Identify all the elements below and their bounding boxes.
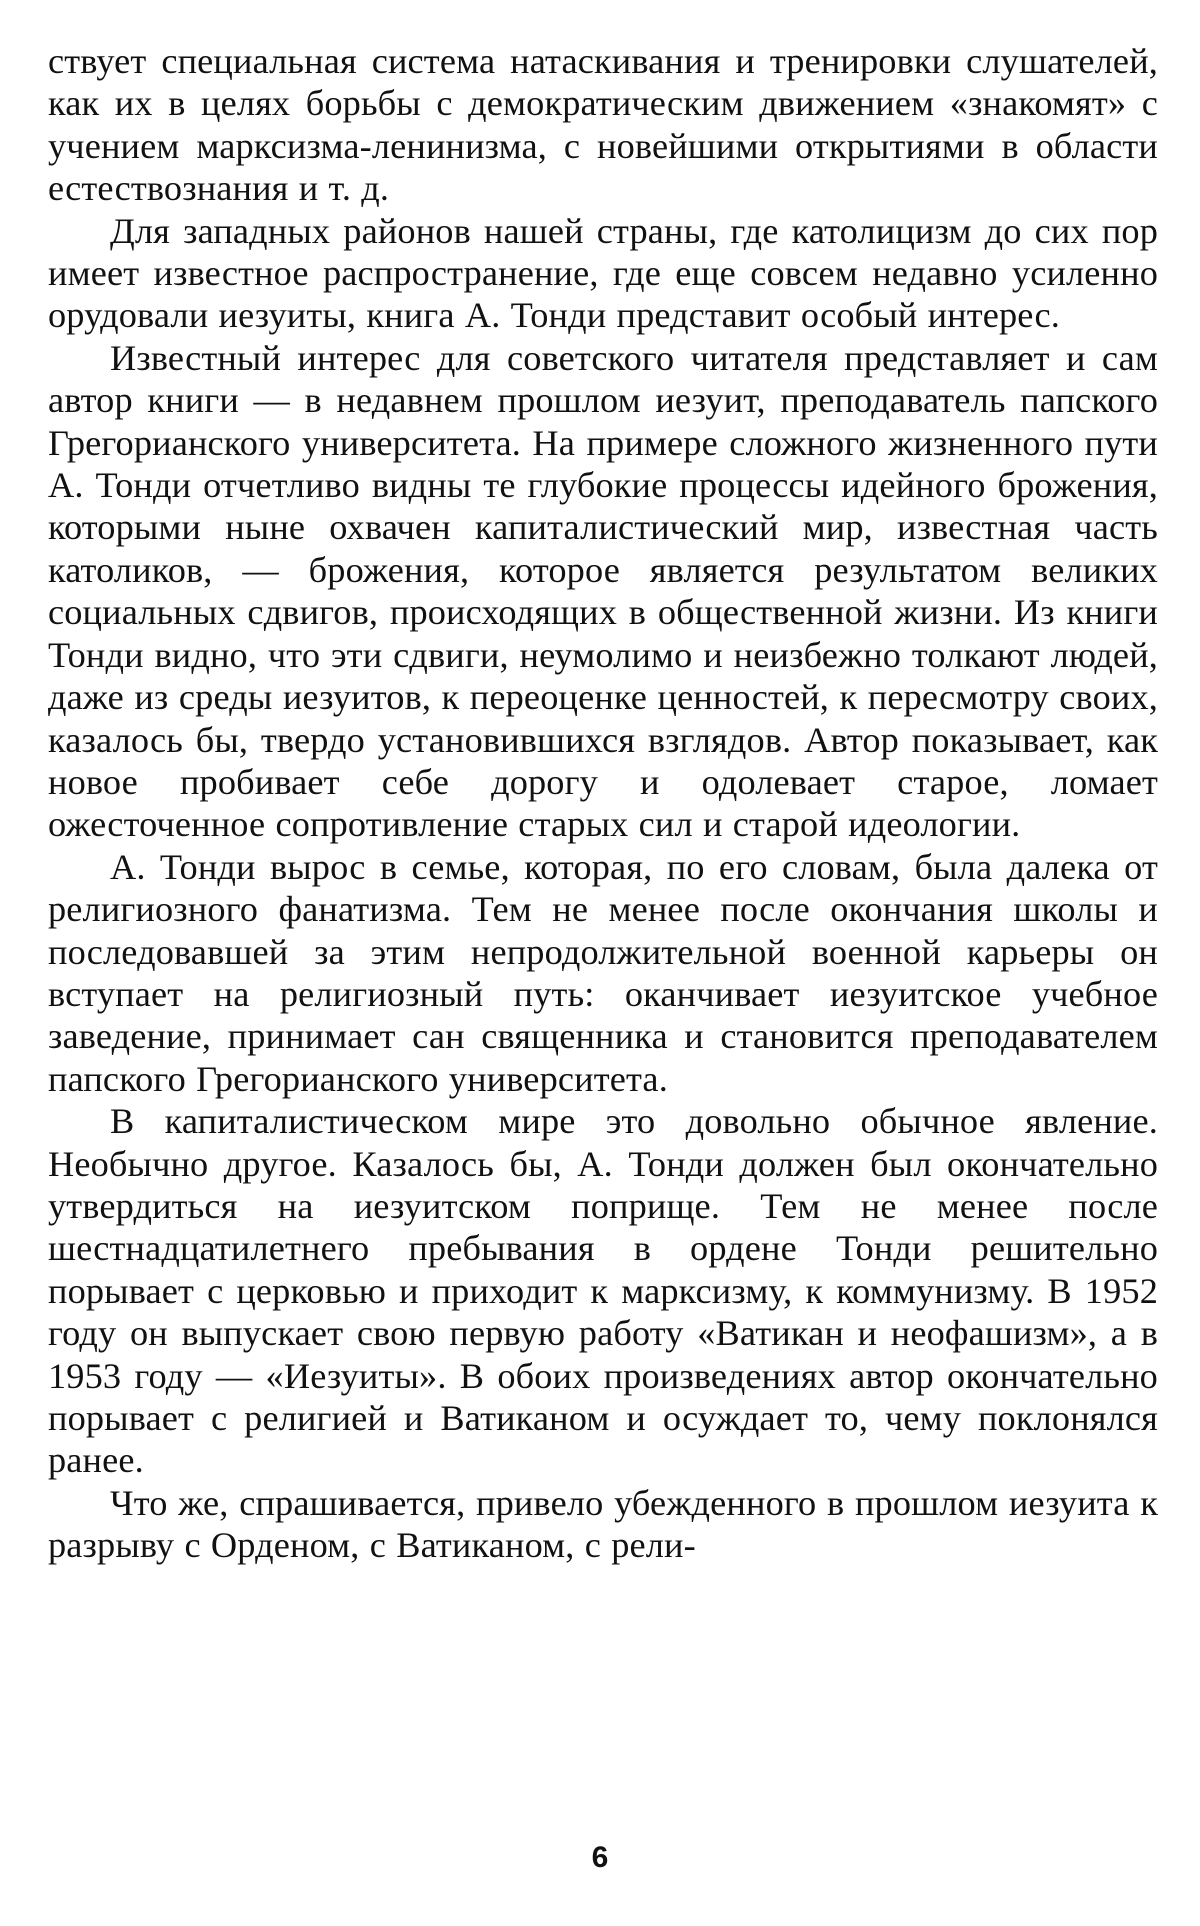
paragraph-continued: ствует специальная система натаскивания и тренировки слушателей, как их в целях борьбы с демократическим движением «знакомят» с учением марксизма-ленинизма, с новейшими открытиями в области естествознания и т. д. <box>48 41 1158 209</box>
body-text <box>48 40 1158 1567</box>
paragraph-tondi-biography: А. Тонди вырос в семье, которая, по его словам, была далека от религиозного фанатизма. Тем не менее после окончания школы и последовавшей за этим непродолжительной военной карьеры он вступает на религиозный путь: оканчивает иезуитское учебное заведение, принимает сан священника и становится преподавателем папского Грегорианского университета. <box>48 846 1158 1099</box>
paragraph-question: Что же, спрашивается, привело убежденного в прошлом иезуита к разрыву с Орденом, с Ватиканом, с рели- <box>48 1482 1158 1566</box>
paragraph-western-regions: Для западных районов нашей страны, где католицизм до сих пор имеет известное распространение, где еще совсем недавно усиленно орудовали иезуиты, книга А. Тонди представит особый интерес. <box>48 210 1158 336</box>
page-number: 6 <box>591 1841 609 1874</box>
paragraph-author-interest: Известный интерес для советского читателя представляет и сам автор книги — в недавнем прошлом иезуит, преподаватель папского Грегорианского университета. На примере сложного жизненного пути А. Тонди отчетливо видны те глубокие процессы идейного брожения, которыми ныне охвачен капиталистический мир, известная часть католиков, — брожения, которое является результатом великих социальных сдвигов, происходящих в общественной жизни. Из книги Тонди видно, что эти сдвиги, неумолимо и неизбежно толкают людей, даже из среды иезуитов, к переоценке ценностей, к пересмотру своих, казалось бы, твердо установившихся взглядов. Автор показывает, как новое пробивает себе дорогу и одолевает старое, ломает ожесточенное сопротивление старых сил и старой идеологии. <box>48 337 1158 845</box>
paragraph-break-with-church: В капиталистическом мире это довольно обычное явление. Необычно другое. Казалось бы, А. Тонди должен был окончательно утвердиться на иезуитском поприще. Тем не менее после шестнадцатилетнего пребывания в ордене Тонди решительно порывает с церковью и приходит к марксизму, к коммунизму. В 1952 году он выпускает свою первую работу «Ватикан и неофашизм», а в 1953 году — «Иезуиты». В обоих произведениях автор окончательно порывает с религией и Ватиканом и осуждает то, чему поклонялся ранее. <box>48 1101 1158 1481</box>
